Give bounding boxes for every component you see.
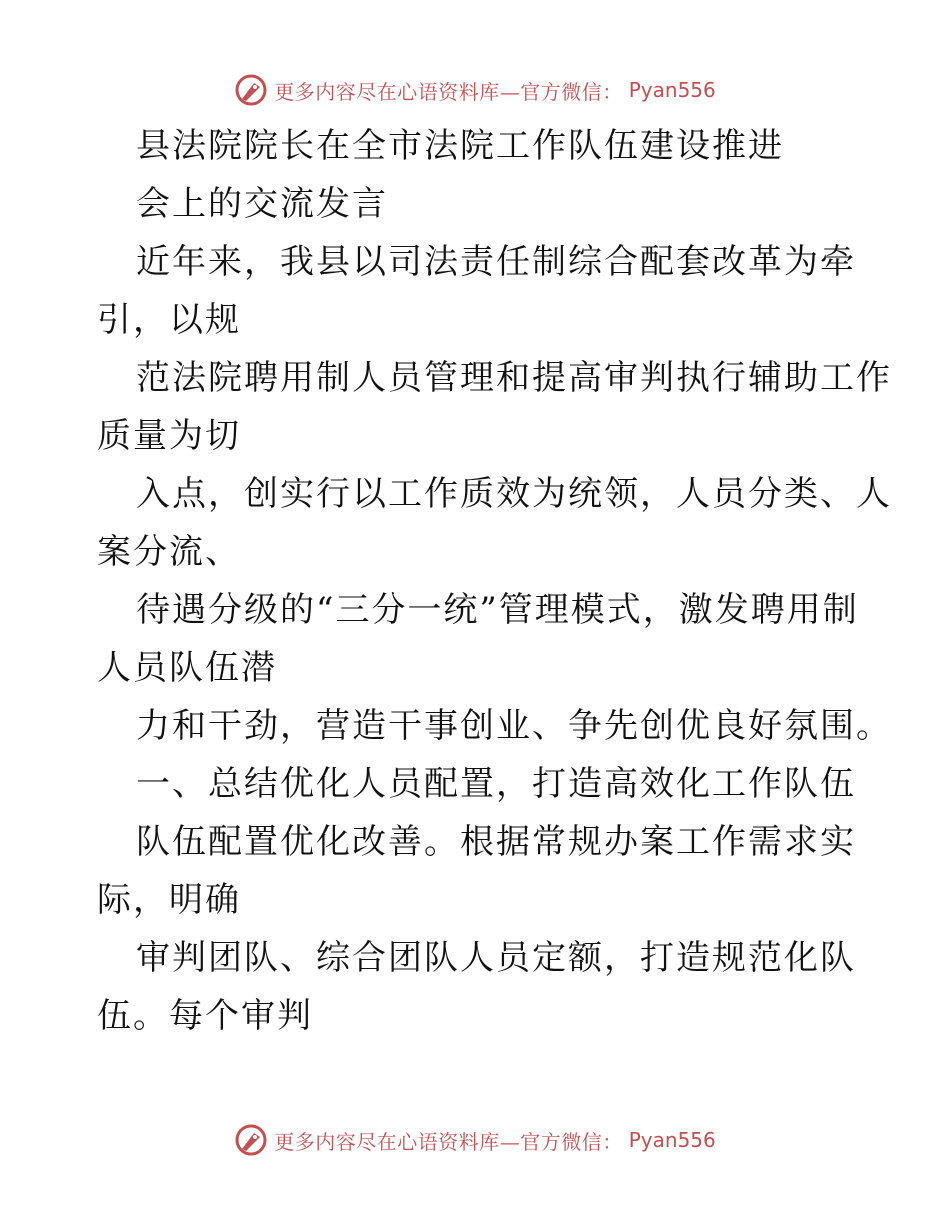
text-line: 案分流、 <box>97 532 241 572</box>
banner-wechat-id: Pyan556 <box>628 1128 716 1152</box>
text-line: 队伍配置优化改善。根据常规办案工作需求实 <box>136 822 856 862</box>
banner-text: 更多内容尽在心语资料库—官方微信： <box>274 1129 623 1154</box>
footer-banner <box>0 1120 950 1160</box>
document-body <box>0 117 950 1045</box>
text-line: 会上的交流发言 <box>136 184 388 224</box>
text-line: 一、总结优化人员配置，打造高效化工作队伍 <box>136 764 856 804</box>
text-line: 伍。每个审判 <box>97 996 313 1036</box>
banner-wechat-id: Pyan556 <box>628 78 716 102</box>
text-line: 质量为切 <box>97 416 241 456</box>
text-line: 审判团队、综合团队人员定额，打造规范化队 <box>136 938 856 978</box>
text-line: 近年来，我县以司法责任制综合配套改革为牵 <box>136 242 856 282</box>
pen-nib-logo-icon <box>234 73 268 107</box>
text-line: 县法院院长在全市法院工作队伍建设推进 <box>136 126 784 166</box>
text-line: 入点，创实行以工作质效为统领，人员分类、人 <box>136 474 892 514</box>
header-banner <box>0 70 950 110</box>
text-line: 引，以规 <box>97 300 241 340</box>
text-line: 人员队伍潜 <box>97 648 277 688</box>
text-line: 范法院聘用制人员管理和提高审判执行辅助工作 <box>136 358 892 398</box>
pen-nib-logo-icon <box>234 1123 268 1157</box>
banner-text: 更多内容尽在心语资料库—官方微信： <box>274 79 623 104</box>
text-line: 际，明确 <box>97 880 241 920</box>
text-line: 力和干劲，营造干事创业、争先创优良好氛围。 <box>136 706 892 746</box>
text-line: 待遇分级的“三分一统”管理模式，激发聘用制 <box>136 590 859 630</box>
